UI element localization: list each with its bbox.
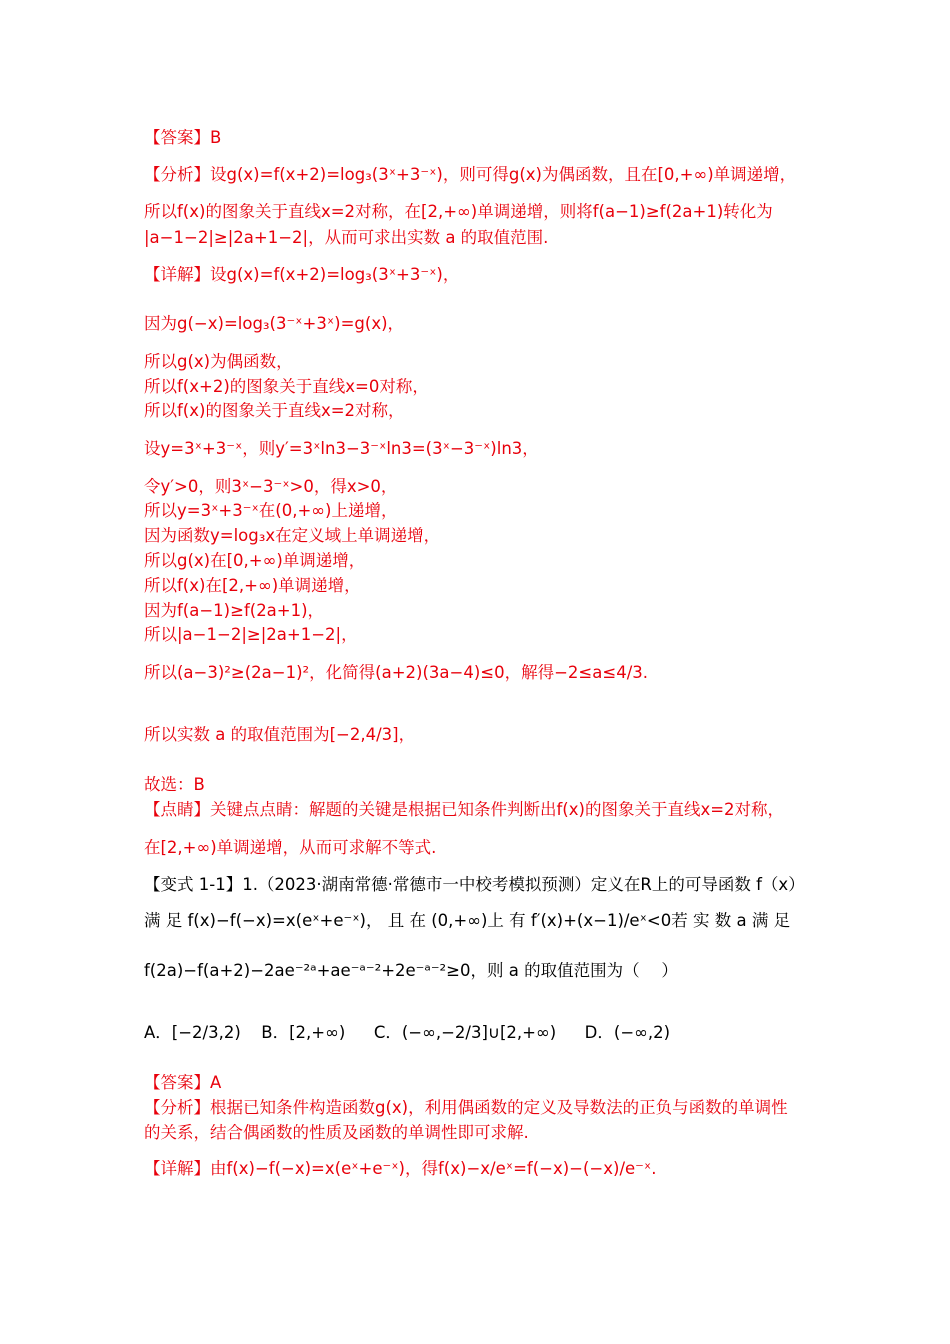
option-b: B．[2,+∞) (261, 1023, 346, 1042)
detail-line-6: 设y=3ˣ+3⁻ˣ，则y′=3ˣln3−3⁻ˣln3=(3ˣ−3⁻ˣ)ln3， (144, 439, 539, 458)
variant-line-1: 【变式 1-1】1.（2023·湖南常德·常德市一中校考模拟预测）定义在R上的可导函数 f（x） (144, 875, 805, 894)
analysis-2-line-2: 的关系，结合偶函数的性质及函数的单调性即可求解. (144, 1123, 529, 1142)
detail-line-5: 所以f(x)的图象关于直线x=2对称， (144, 401, 405, 420)
detail-line-8: 所以y=3ˣ+3⁻ˣ在(0,+∞)上递增， (144, 501, 398, 520)
detail-2-line-1: 【详解】由f(x)−f(−x)=x(eˣ+e⁻ˣ)，得f(x)−x/eˣ=f(−x)−(−x)/e⁻ˣ. (144, 1159, 657, 1178)
detail-line-12: 因为f(a−1)≥f(2a+1)， (144, 601, 325, 620)
detail-line-3: 所以g(x)为偶函数， (144, 352, 293, 371)
detail-line-13: 所以|a−1−2|≥|2a+1−2|， (144, 625, 358, 644)
option-d: D．(−∞,2) (584, 1023, 671, 1042)
variant-line-3: f(2a)−f(a+2)−2ae⁻²ᵃ+ae⁻ᵃ⁻²+2e⁻ᵃ⁻²≥0，则 a 的取值范围为（ ） (144, 961, 678, 980)
analysis-line-1 (144, 164, 796, 186)
detail-line-15: 所以实数 a 的取值范围为[−2,4/3]， (144, 725, 416, 744)
detail-line-14: 所以(a−3)²≥(2a−1)²，化简得(a+2)(3a−4)≤0，解得−2≤a≤4/3. (144, 663, 648, 682)
analysis-2-line-1: 【分析】根据已知条件构造函数g(x)，利用偶函数的定义及导数法的正负与函数的单调性 (144, 1098, 788, 1117)
remark-line-2: 在[2,+∞)单调递增，从而可求解不等式. (144, 838, 437, 857)
analysis-line-3: |a−1−2|≥|2a+1−2|，从而可求出实数 a 的取值范围. (144, 228, 549, 247)
detail-line-9: 因为函数y=log₃x在定义域上单调递增， (144, 526, 441, 545)
detail-line-11: 所以f(x)在[2,+∞)单调递增， (144, 576, 361, 595)
answer-2-line: 【答案】A (144, 1073, 222, 1092)
analysis-line-1-text: 【分析】设g(x)=f(x+2)=log₃(3ˣ+3⁻ˣ)，则可得g(x)为偶函数，且在[0,+∞)单调递增， (144, 165, 797, 184)
variant-line-2-text: 满 足 f(x)−f(−x)=x(eˣ+e⁻ˣ)， 且 在 (0,+∞)上 有 f′(x)+(x−1)/eˣ<0若 实 数 a 满 足 (144, 911, 791, 930)
detail-line-1: 【详解】设g(x)=f(x+2)=log₃(3ˣ+3⁻ˣ)， (144, 265, 460, 284)
remark-line-1: 【点睛】关键点点睛：解题的关键是根据已知条件判断出f(x)的图象关于直线x=2对称， (144, 800, 785, 819)
option-a: A．[−2/3,2) (144, 1023, 241, 1042)
detail-line-10: 所以g(x)在[0,+∞)单调递增， (144, 551, 366, 570)
variant-line-2 (144, 910, 808, 932)
detail-line-2: 因为g(−x)=log₃(3⁻ˣ+3ˣ)=g(x)， (144, 314, 405, 333)
analysis-line-2: 所以f(x)的图象关于直线x=2对称，在[2,+∞)单调递增，则将f(a−1)≥f(2a+1)转化为 (144, 202, 773, 221)
answer-line: 【答案】B (144, 128, 222, 147)
detail-line-7: 令y′>0，则3ˣ−3⁻ˣ>0，得x>0， (144, 477, 398, 496)
option-c: C．(−∞,−2/3]∪[2,+∞) (373, 1023, 557, 1042)
choice-line: 故选：B (144, 775, 205, 794)
options-line (144, 1022, 670, 1044)
detail-line-4: 所以f(x+2)的图象关于直线x=0对称， (144, 377, 429, 396)
